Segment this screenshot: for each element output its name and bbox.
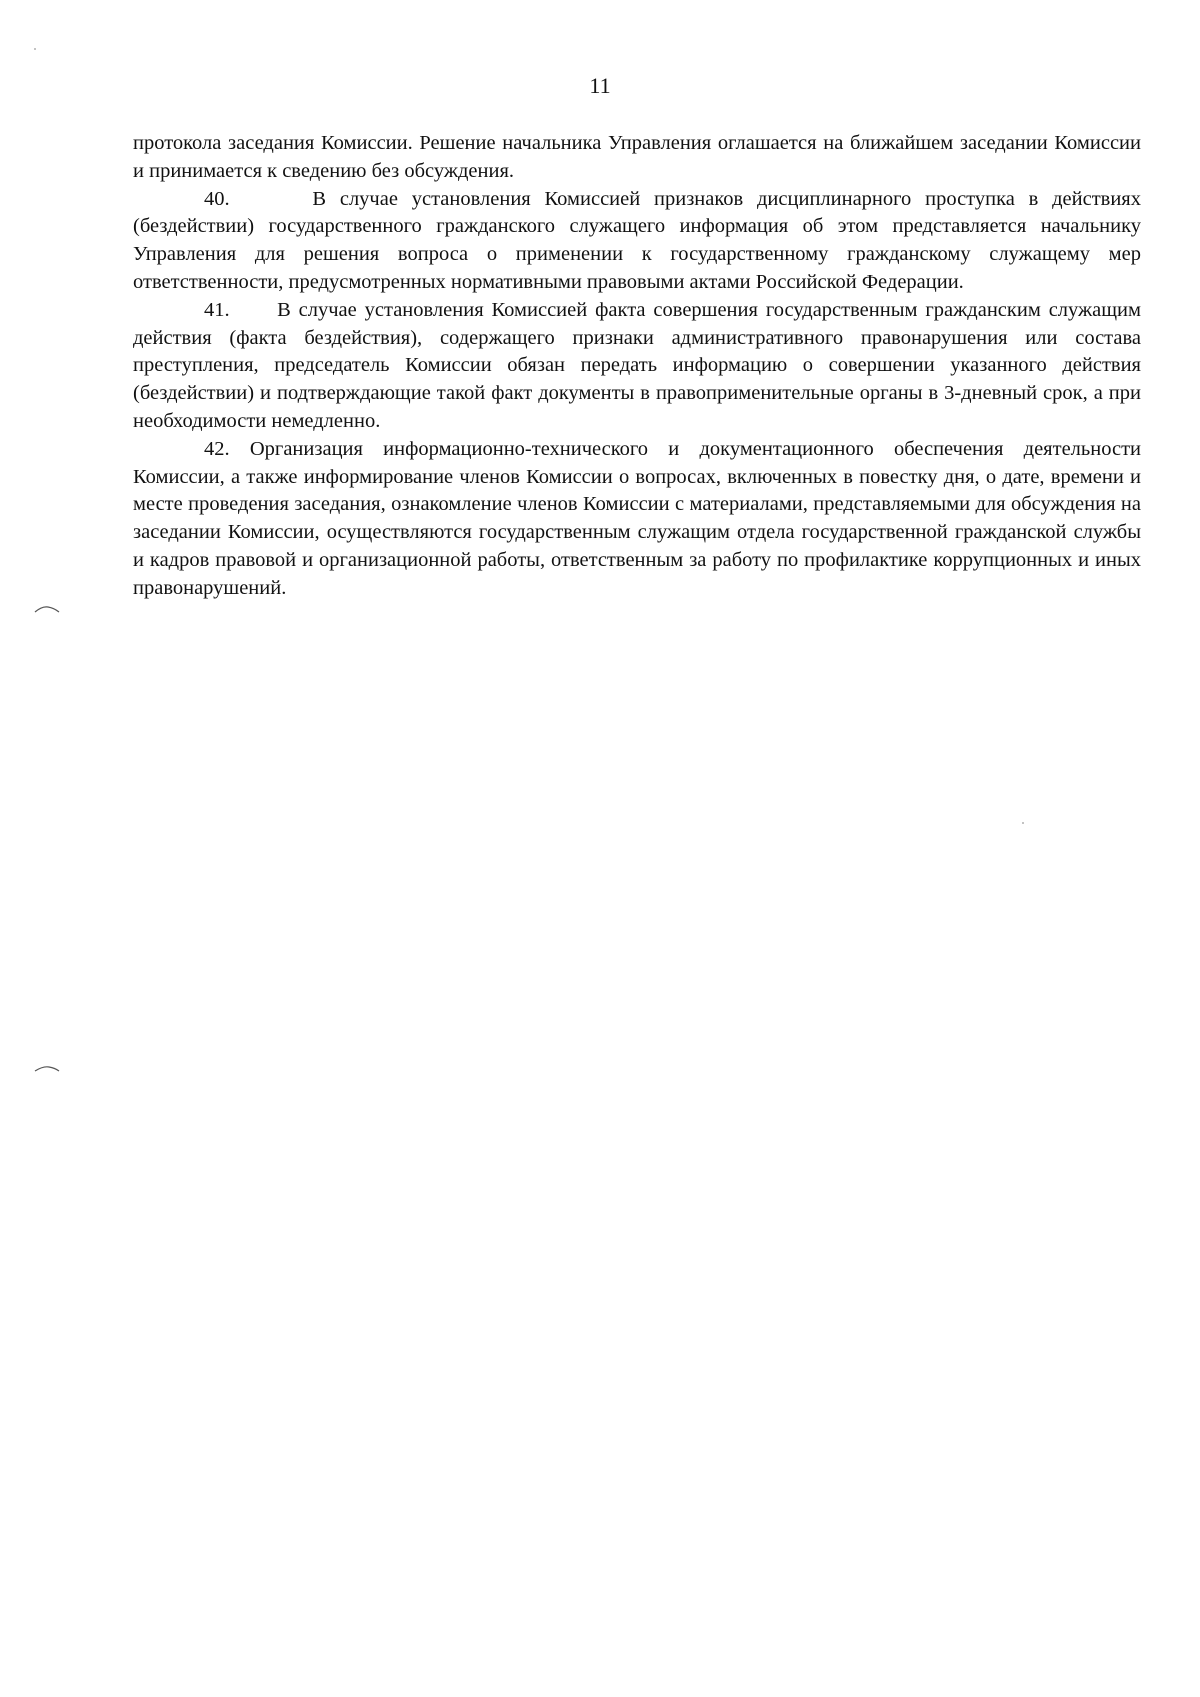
page-number: 11 [589,73,611,98]
paragraph-number: 42. [204,437,230,460]
paragraph-number: 40. [204,187,230,210]
paragraph-text: Организация информационно-технического и документационного обеспечения деятельности Комиссии, а также информирование членов Комиссии о вопросах, включенных в повестку дня, о дате, времени и месте проведения заседания, ознакомление членов Комиссии с материалами, представляемыми для обсуждения на заседании Комиссии, осуществляются государственным служащим отдела государственной гражданской службы и кадров правовой и организационной работы, ответственным за работу по профилактике коррупционных и иных правонарушений. [133,437,1142,599]
paragraph-continuation [133,130,1141,186]
scan-artifact-mark [34,605,60,613]
paragraph-number: 41. [204,298,230,321]
scan-artifact-dot [1022,822,1024,824]
scan-artifact-mark [34,1065,60,1073]
document-body [133,130,1141,603]
paragraph-text: протокола заседания Комиссии. Решение начальника Управления оглашается на ближайшем заседании Комиссии и принимается к сведению без обсуждения. [133,132,1141,182]
paragraph-text: В случае установления Комиссией факта совершения государственным гражданским служащим действия (факта бездействия), содержащего признаки административного правонарушения или состава преступления, председатель Комиссии обязан передать информацию о совершении указанного действия (бездействии) и подтверждающие такой факт документы в правоприменительные органы в 3-дневный срок, а при необходимости немедленно. [133,298,1141,432]
paragraph-42 [133,436,1141,603]
paragraph-40 [133,186,1141,297]
paragraph-text: В случае установления Комиссией признаков дисциплинарного проступка в действиях (бездействии) государственного гражданского служащего информация об этом представляется начальнику Управления для решения вопроса о применении к государственному гражданскому служащему мер ответственности, предусмотренных нормативными правовыми актами Российской Федерации. [133,187,1141,293]
scan-artifact-dot [34,48,36,50]
paragraph-41 [133,297,1141,436]
